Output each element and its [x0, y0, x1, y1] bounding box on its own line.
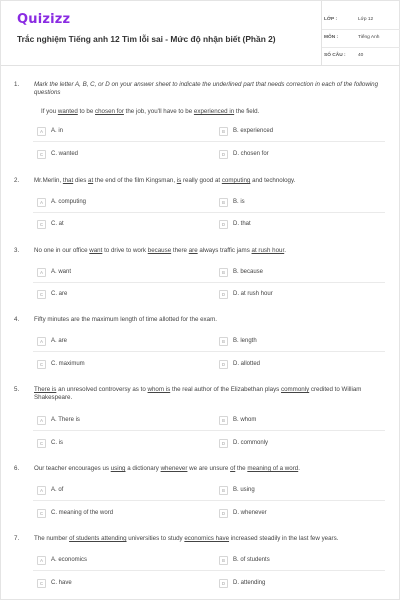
option-label: D. commonly [233, 440, 269, 446]
underlined-part: want [89, 247, 103, 254]
divider [33, 141, 385, 142]
underlined-part: because [147, 247, 172, 254]
option-label: C. have [51, 580, 72, 586]
quizizz-logo: Quizizz [17, 12, 71, 27]
option-label: C. wanted [51, 151, 79, 157]
meta-key: MÔN : [324, 35, 339, 40]
question-number: 4. [14, 316, 20, 323]
option-label: D. attending [233, 580, 266, 586]
sentence-text: . [284, 247, 286, 254]
sentence-text: a dictionary [125, 465, 161, 472]
underlined-part: whenever [160, 465, 188, 472]
question-number: 7. [14, 535, 20, 542]
sentence-text: the job, you'll have to be [123, 108, 194, 115]
underlined-part: computing [221, 177, 251, 184]
option-label: A. computing [51, 199, 87, 205]
meta-row-class [322, 11, 400, 30]
option-label: C. are [51, 291, 68, 297]
underlined-part: commonly [280, 386, 310, 393]
underlined-part: experienced in [193, 108, 235, 115]
option-letter-box: B [219, 198, 228, 207]
sentence-text: Our teacher encourages us [34, 465, 111, 472]
question-number: 1. [14, 81, 20, 88]
option-label: D. that [233, 221, 251, 227]
sentence-text: the real author of the Elizabethan plays [170, 386, 281, 393]
meta-value: Lớp 12 [358, 17, 374, 22]
option-letter-box: D [219, 509, 228, 518]
sentence-text: the end of the film Kingsman, [93, 177, 177, 184]
sentence-text: there [171, 247, 189, 254]
option-letter-box: B [219, 268, 228, 277]
question-sentence [34, 386, 384, 402]
underlined-part: of [230, 465, 236, 472]
option-label: C. is [51, 440, 63, 446]
question-sentence [34, 535, 384, 543]
sentence-text: universities to study [126, 535, 185, 542]
sentence-text: No one in our office [34, 247, 90, 254]
option-label: A. economics [51, 557, 88, 563]
option-label: B. because [233, 269, 264, 275]
option-label: B. is [233, 199, 245, 205]
option-letter-box: B [219, 127, 228, 136]
sentence-text: always traffic jams [197, 247, 252, 254]
meta-panel [321, 1, 400, 65]
underlined-part: that [62, 177, 74, 184]
option-letter-box: D [219, 439, 228, 448]
underlined-part: economics have [184, 535, 230, 542]
option-label: A. of [51, 487, 64, 493]
option-label: B. experienced [233, 128, 274, 134]
option-label: A. are [51, 338, 68, 344]
option-letter-box: B [219, 556, 228, 565]
sentence-text: . [298, 465, 300, 472]
option-letter-box: A [37, 486, 46, 495]
option-label: B. whom [233, 417, 257, 423]
option-label: C. maximum [51, 361, 85, 367]
option-letter-box: A [37, 337, 46, 346]
option-letter-box: C [37, 509, 46, 518]
underlined-part: wanted [57, 108, 78, 115]
sentence-text: the field. [234, 108, 260, 115]
sentence-text: an unresolved controversy as to [56, 386, 148, 393]
meta-row-subject [322, 29, 400, 48]
question-sentence [34, 465, 384, 473]
underlined-part: at rush hour [251, 247, 285, 254]
divider [33, 212, 385, 213]
option-letter-box: A [37, 198, 46, 207]
meta-row-count [322, 47, 400, 65]
option-label: C. at [51, 221, 64, 227]
option-label: A. in [51, 128, 64, 134]
option-letter-box: B [219, 337, 228, 346]
option-label: D. allotted [233, 361, 261, 367]
meta-key: SỐ CÂU : [324, 53, 346, 58]
question-instruction: Mark the letter A, B, C, or D on your answer sheet to indicate the underlined part that needs correction in each of the following questions [34, 81, 379, 96]
sentence-text: to be [77, 108, 96, 115]
underlined-part: meaning of a word [247, 465, 299, 472]
option-letter-box: B [219, 416, 228, 425]
sentence-text: If you [41, 108, 58, 115]
sentence-text: to drive to work [102, 247, 148, 254]
meta-value: 40 [358, 53, 364, 58]
option-label: C. meaning of the word [51, 510, 114, 516]
divider [33, 282, 385, 283]
option-letter-box: C [37, 220, 46, 229]
option-label: D. at rush hour [233, 291, 273, 297]
question-sentence [41, 108, 381, 115]
option-label: B. length [233, 338, 257, 344]
option-letter-box: C [37, 360, 46, 369]
option-letter-box: A [37, 556, 46, 565]
question-number: 5. [14, 386, 20, 393]
question-sentence [34, 247, 384, 255]
worksheet-header [1, 1, 400, 66]
underlined-part: There is [34, 386, 57, 393]
option-label: A. want [51, 269, 72, 275]
sentence-text: The number [34, 535, 70, 542]
option-label: B. using [233, 487, 255, 493]
question-number: 6. [14, 465, 20, 472]
divider [33, 430, 385, 431]
underlined-part: using [110, 465, 126, 472]
sentence-text: Fifty minutes are the maximum length of time allotted for the exam. [34, 316, 217, 323]
option-letter-box: C [37, 439, 46, 448]
sentence-text: really good at [181, 177, 222, 184]
option-letter-box: D [219, 150, 228, 159]
worksheet-title: Trắc nghiệm Tiếng anh 12 Tìm lỗi sai - Mức độ nhận biết (Phần 2) [17, 34, 276, 44]
underlined-part: at [88, 177, 94, 184]
meta-key: LỚP : [324, 17, 338, 22]
sentence-text: and technology. [250, 177, 296, 184]
divider [33, 570, 385, 571]
question-number: 3. [14, 247, 20, 254]
option-letter-box: C [37, 290, 46, 299]
underlined-part: of students attending [69, 535, 127, 542]
option-letter-box: A [37, 127, 46, 136]
sentence-text: dies [73, 177, 89, 184]
divider [33, 500, 385, 501]
divider [33, 351, 385, 352]
underlined-part: is [176, 177, 182, 184]
option-letter-box: D [219, 220, 228, 229]
question-number: 2. [14, 177, 20, 184]
option-letter-box: D [219, 290, 228, 299]
option-letter-box: C [37, 579, 46, 588]
question-sentence [34, 177, 384, 185]
option-label: D. chosen for [233, 151, 269, 157]
underlined-part: chosen for [95, 108, 124, 115]
question-sentence [34, 316, 384, 324]
option-label: A. There is [51, 417, 80, 423]
option-letter-box: C [37, 150, 46, 159]
meta-value: Tiếng Anh [358, 35, 380, 40]
underlined-part: are [188, 247, 198, 254]
sentence-text: the [235, 465, 248, 472]
sentence-text: we are unsure [187, 465, 231, 472]
sentence-text: increased steadily in the last few years. [229, 535, 339, 542]
option-letter-box: D [219, 360, 228, 369]
option-letter-box: A [37, 268, 46, 277]
option-letter-box: A [37, 416, 46, 425]
option-letter-box: B [219, 486, 228, 495]
underlined-part: whom is [147, 386, 171, 393]
sentence-text: Mr.Merlin, [34, 177, 63, 184]
option-label: D. whenever [233, 510, 267, 516]
option-label: B. of students [233, 557, 270, 563]
sentence-text: credited to William Shakespeare. [34, 386, 362, 401]
option-letter-box: D [219, 579, 228, 588]
